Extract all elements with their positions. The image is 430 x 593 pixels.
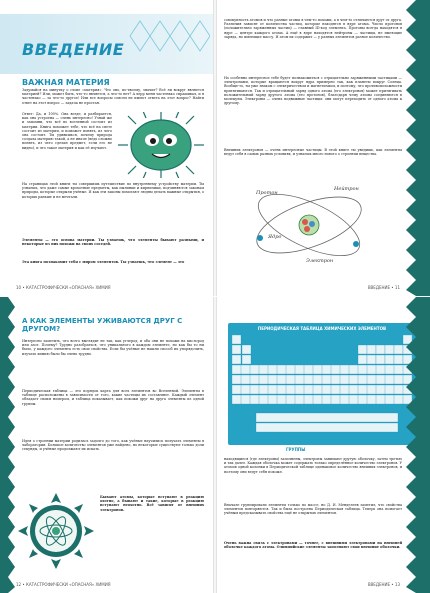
table-title: ПЕРИОДИЧЕСКАЯ ТАБЛИЦА ХИМИЧЕСКИХ ЭЛЕМЕНТОВ [257, 326, 387, 331]
periodic-table-icon [232, 335, 412, 441]
intro-paragraph-2: Ответ: Да, и 100%. Она везде, и разбирается, как она устроена — очень интересно! Узнай же и запомни, что всё во вселенной состоит из материи. Книга поможет тебе, что всё на свете состоит из материи, и поможет понять, из чего она состоит. Ты удивишься, почему природа создала материю такой, а не иначе (ведь сложно понять, из чего сделан предмет, если его не видно), и что такое материя и как её изучают. [22, 112, 112, 150]
label-core: Ядро [268, 234, 282, 240]
spread-top [0, 0, 430, 296]
elements-bold: Бывают атомы, которые вступают в реакцию охотно, а бывают и такие, которые в реакцию вступают неохотно. Всё зависит от внешних электронов. [100, 495, 204, 512]
subtitle: ВАЖНАЯ МАТЕРИЯ [22, 78, 110, 87]
elements-paragraph-3: Идея о строении материи родилась задолго до того, как учёные научились получать элементы в лаборатории. Большое количество элементов уже найдено, но некоторые существуют только доли секунды, и учёные продолжают их искать. [22, 439, 204, 452]
spread-bottom [0, 297, 430, 593]
section2-title: А КАК ЭЛЕМЕНТЫ УЖИВАЮТСЯ ДРУГ С ДРУГОМ? [22, 317, 183, 333]
zigzag-border-left-icon [0, 297, 16, 593]
label-neutron: Нейтрон [334, 186, 359, 192]
footer-left: 10 • КАТАСТРОФИЧЕСКИ «ОПАСНАЯ» ХИМИЯ [16, 285, 111, 290]
page-right-table [216, 297, 430, 593]
intro-closing: Эта книга познакомит тебя с миром элементов. Ты узнаешь, что элемент — это [22, 260, 185, 264]
zigzag-border-icon [404, 0, 430, 296]
table-bold: Очень важна связь с электронами — точнее, с внешними электронами на внешней оболочке каждого атома. Олимпийские элементы заполняют свои внешние оболочки. [224, 541, 402, 550]
right-paragraph-3: Внешних электронов — очень интересные частицы. В этой книге ты увидишь, как элементы ведут себя в самых разных условиях, и узнаешь много нового о строении вещества. [224, 148, 402, 157]
label-electron: Электрон [306, 258, 334, 264]
footer-left-2: 12 • КАТАСТРОФИЧЕСКИ «ОПАСНАЯ» ХИМИЯ [16, 582, 111, 587]
intro-bold: Элементы — это основа материи. Ты узнаешь, что элементы бывают разными, и некоторые из них похожи на своих соседей. [22, 238, 204, 247]
groups-label: ГРУППЫ [286, 447, 306, 452]
atom-badge-icon [18, 493, 94, 569]
table-paragraph-2: Вначале группировали элементы только по массе, но Д. И. Менделеев заметил, что свойства элементов повторяются. Так и была построена Периодическая таблица. Теперь она помогает учёным предсказывать свойства ещё не открытых элементов. [224, 503, 402, 516]
page-left-intro [0, 0, 214, 296]
zigzag-border-right-icon [404, 297, 430, 593]
germ-icon [116, 112, 206, 178]
elements-paragraph-2: Периодическая таблица — это порядок карта для всех элементов во Вселенной. Элементы в таблице расположены в зависимости от того, какие частицы их составляют. Каждый элемент обладает своим номером, и таблица показывает, как похожи друг на друга элементы из одной группы. [22, 389, 204, 406]
intro-paragraph-3: На страницах этой книги ты совершишь путешествие по внутреннему устройству материи. Ты узнаешь, что даже самые крохотные предметы, как пылинки и кирпичики, подчиняются законам природы, которые открыли учёные. И как эти законы помогают людям делать важные открытия, о которых раньше и не мечтали. [22, 182, 204, 199]
page-left-elements [0, 297, 214, 593]
label-proton: Протон [256, 190, 278, 196]
diamond-decoration-icon [120, 16, 210, 56]
intro-paragraph-1: Задумайся на минутку о слове «материя». Что оно, по-твоему, значит? Всё ли вокруг является материей? Или, может быть, что-то является, а что-то нет? А херр меня частенько спрашивал, и я частенько — за что-то другое! Или все вопросы совсем не имеют ответа на этот вопрос? Найти ответ на этот вопрос — задача не простая. [22, 88, 204, 105]
footer-right: ВВЕДЕНИЕ • 11 [367, 285, 400, 290]
periodic-table [228, 323, 416, 445]
elements-paragraph-1: Интересно заметить, что всего выглядит не так, как углерод, и оба они не похожи на кислород или азот. Почему? Трудно разобраться, что уникального в каждом элементе, но как бы то ни было, у каждого элемента есть свои свойства. Если бы учёные не нашли способ их упорядочить, изучать химию было бы очень трудно. [22, 339, 204, 356]
table-paragraph-1: находящиеся (где электроны) заполнены, электроны занимают другую оболочку, затем третью и так далее. Каждая оболочка может содержать только определённое количество электронов. У атомов одной колонки в Периодической таблице одинаковое количество внешних электронов, и поэтому они ведут себя похоже. [224, 457, 402, 474]
section-title: ВВЕДЕНИЕ [22, 40, 125, 59]
right-paragraph-1: совокупность атомов и что разные атомы в чем-то похожи, а в чем-то отличаются друг от друга. Различия зависят от количества частиц, которые находятся в ядре атома. Число протонов (положительно заряженных частиц) — главный ID-код элемента. Протоны всегда находятся в ядре — центре каждого атома. А ещё в ядре находятся нейтроны — частицы, не имеющие заряда, но имеющие массу. И атом их содержит — у разных элементов разное количество. [224, 18, 402, 39]
footer-right-2: ВВЕДЕНИЕ • 13 [367, 582, 400, 587]
page-right-intro [216, 0, 430, 296]
right-paragraph-2: Но особенно интересное тебе будет познакомиться с отрицательно заряженными частицами — электронами, которые вращаются вокруг ядра примерно так, как планеты вокруг Солнца. Вообще-то, ты уже знаком с электричеством и магнетизмом, и поэтому, что противоположности притягиваются. Так и отрицательный заряд одного атома (его электронов) может притягивать положительный заряд другого атома (его протонов), благодаря чему атомы соединяются в молекулы. Электроны — очень подвижные частицы: они могут переходить от одного атома к другому. [224, 76, 402, 106]
